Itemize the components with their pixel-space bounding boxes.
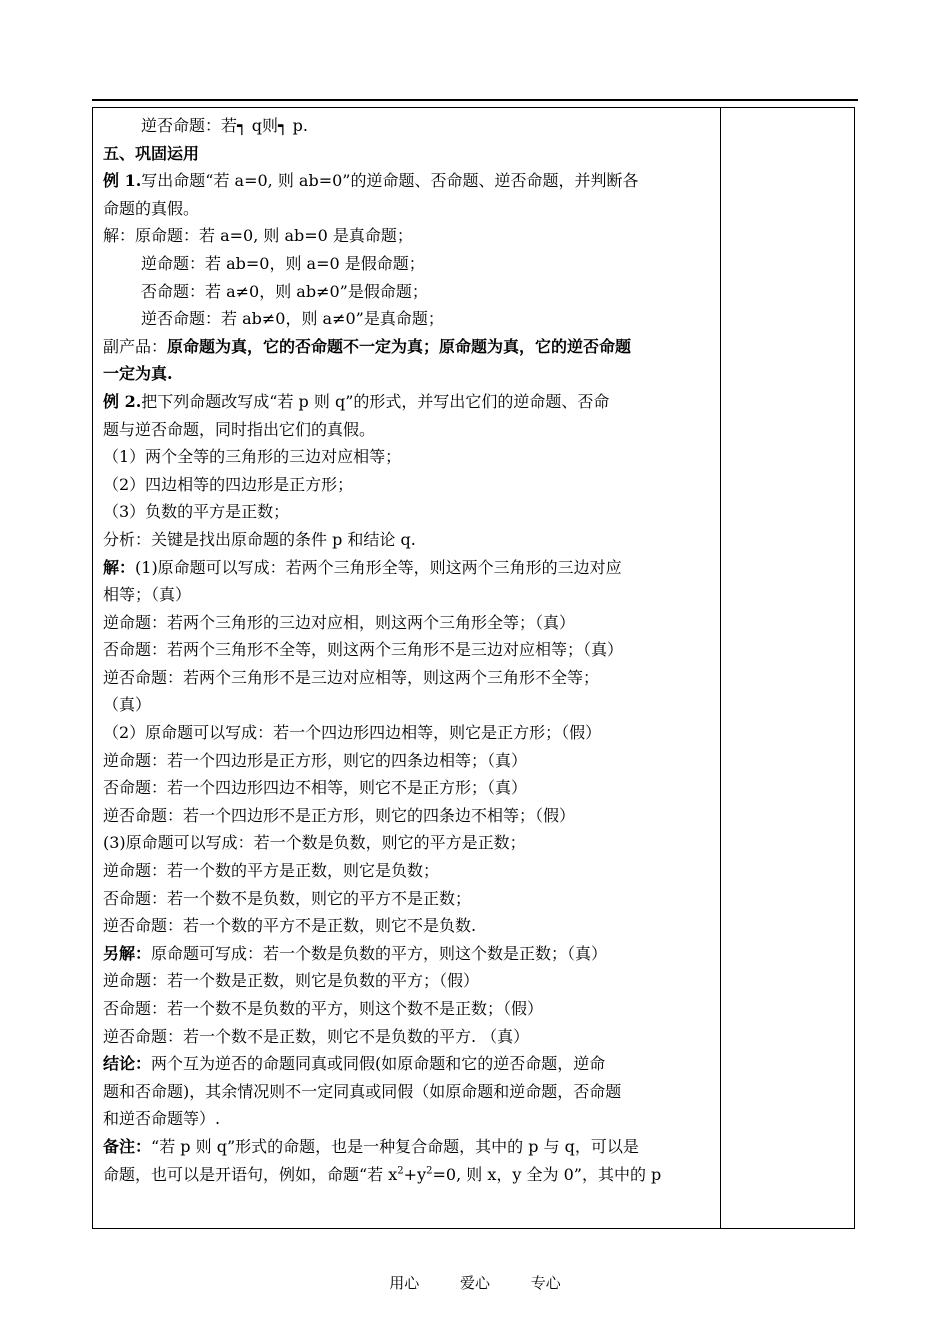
text-line: 逆否命题：若一个数的平方不是正数，则它不是负数. (103, 916, 477, 936)
text-line: 逆否命题：若┑ q则┑ p. (141, 116, 309, 135)
footer-motto: 用心 (389, 1274, 420, 1292)
text-line: 另解：原命题可写成：若一个数是负数的平方，则这个数是正数；（真） (103, 943, 608, 963)
text-line: 题与逆否命题，同时指出它们的真假。 (103, 419, 376, 439)
text-line: 否命题：若一个四边形四边不相等，则它不是正方形；（真） (103, 778, 528, 798)
section-heading: 五、巩固运用 (103, 143, 200, 163)
text-line: （3）负数的平方是正数； (103, 502, 290, 522)
solution-label: 解： (103, 557, 136, 577)
text-line: 逆否命题：若一个数不是正数，则它不是负数的平方. （真） (103, 1026, 530, 1046)
text-line: （真） (103, 695, 152, 715)
text-line: 例 1.写出命题“若 a=0, 则 ab=0”的逆命题、否命题、逆否命题，并判断各 (103, 171, 639, 191)
text-line: 和逆否命题等）. (103, 1109, 221, 1129)
lesson-content (103, 112, 715, 1227)
text-line: 否命题：若一个数不是负数，则它的平方不是正数； (103, 888, 472, 908)
text-line: 逆命题：若一个四边形是正方形，则它的四条边相等；（真） (103, 750, 528, 770)
text-line: 结论：两个互为逆否的命题同真或同假(如原命题和它的逆否命题，逆命 (103, 1054, 606, 1074)
notes-column-divider (720, 107, 721, 1229)
remark-label: 备注： (103, 1136, 152, 1156)
text-line: 逆命题：若一个数是正数，则它是负数的平方；（假） (103, 971, 480, 991)
text-line: (3)原命题可以写成：若一个数是负数，则它的平方是正数； (103, 833, 526, 853)
text-line: 逆否命题：若一个四边形不是正方形，则它的四条边不相等；（假） (103, 805, 576, 825)
example-label: 例 2. (103, 391, 142, 411)
text-line: 例 2.把下列命题改写成“若 p 则 q”的形式，并写出它们的逆命题、否命 (103, 391, 610, 411)
text-line: 一定为真. (103, 364, 173, 384)
text-line: 备注：“若 p 则 q”形式的命题，也是一种复合命题，其中的 p 与 q，可以是 (103, 1136, 639, 1156)
text-line: 命题的真假。 (103, 198, 200, 218)
text-line: 解：(1)原命题可以写成：若两个三角形全等，则这两个三角形的三边对应 (103, 557, 622, 577)
example-label: 例 1. (103, 171, 142, 191)
page-footer (0, 1272, 950, 1293)
text-line: （2）原命题可以写成：若一个四边形四边相等，则它是正方形；（假） (103, 723, 602, 743)
header-rule (92, 99, 858, 101)
text-line: 分析：关键是找出原命题的条件 p 和结论 q. (103, 529, 416, 549)
text-line: 解：原命题：若 a=0, 则 ab=0 是真命题； (103, 226, 413, 246)
text-line: （1）两个全等的三角形的三边对应相等； (103, 447, 402, 467)
text-line: 逆命题：若一个数的平方是正数，则它是负数； (103, 861, 440, 881)
alt-solution-label: 另解： (103, 943, 152, 963)
footer-motto: 专心 (530, 1274, 561, 1292)
text-line: 相等；（真） (103, 585, 192, 605)
text-line: 否命题：若 a≠0，则 ab≠0”是假命题； (141, 281, 428, 301)
footer-motto: 爱心 (459, 1274, 490, 1292)
conclusion-label: 结论： (103, 1054, 152, 1074)
text-line: 否命题：若一个数不是负数的平方，则这个数不是正数；（假） (103, 999, 544, 1018)
text-line: 命题，也可以是开语句，例如，命题“若 $x^2+y^2=0$, 则 x，y 全为 0”，其中的 p (103, 1164, 662, 1184)
text-line: 逆命题：若两个三角形的三边对应相，则这两个三角形全等；（真） (103, 612, 576, 632)
text-line: 题和否命题)，其余情况则不一定同真或同假（如原命题和逆命题，否命题 (103, 1081, 622, 1101)
text-line: （2）四边相等的四边形是正方形； (103, 474, 354, 494)
text-line: 逆命题：若 ab=0，则 a=0 是假命题； (141, 253, 425, 273)
text-line: 否命题：若两个三角形不全等，则这两个三角形不是三边对应相等；（真） (103, 640, 624, 660)
text-line: 副产品：原命题为真，它的否命题不一定为真；原命题为真，它的逆否命题 (103, 336, 632, 356)
text-line: 逆否命题：若 ab≠0，则 a≠0”是真命题； (141, 309, 444, 329)
text-line: 逆否命题：若两个三角形不是三边对应相等，则这两个三角形不全等； (103, 667, 600, 687)
